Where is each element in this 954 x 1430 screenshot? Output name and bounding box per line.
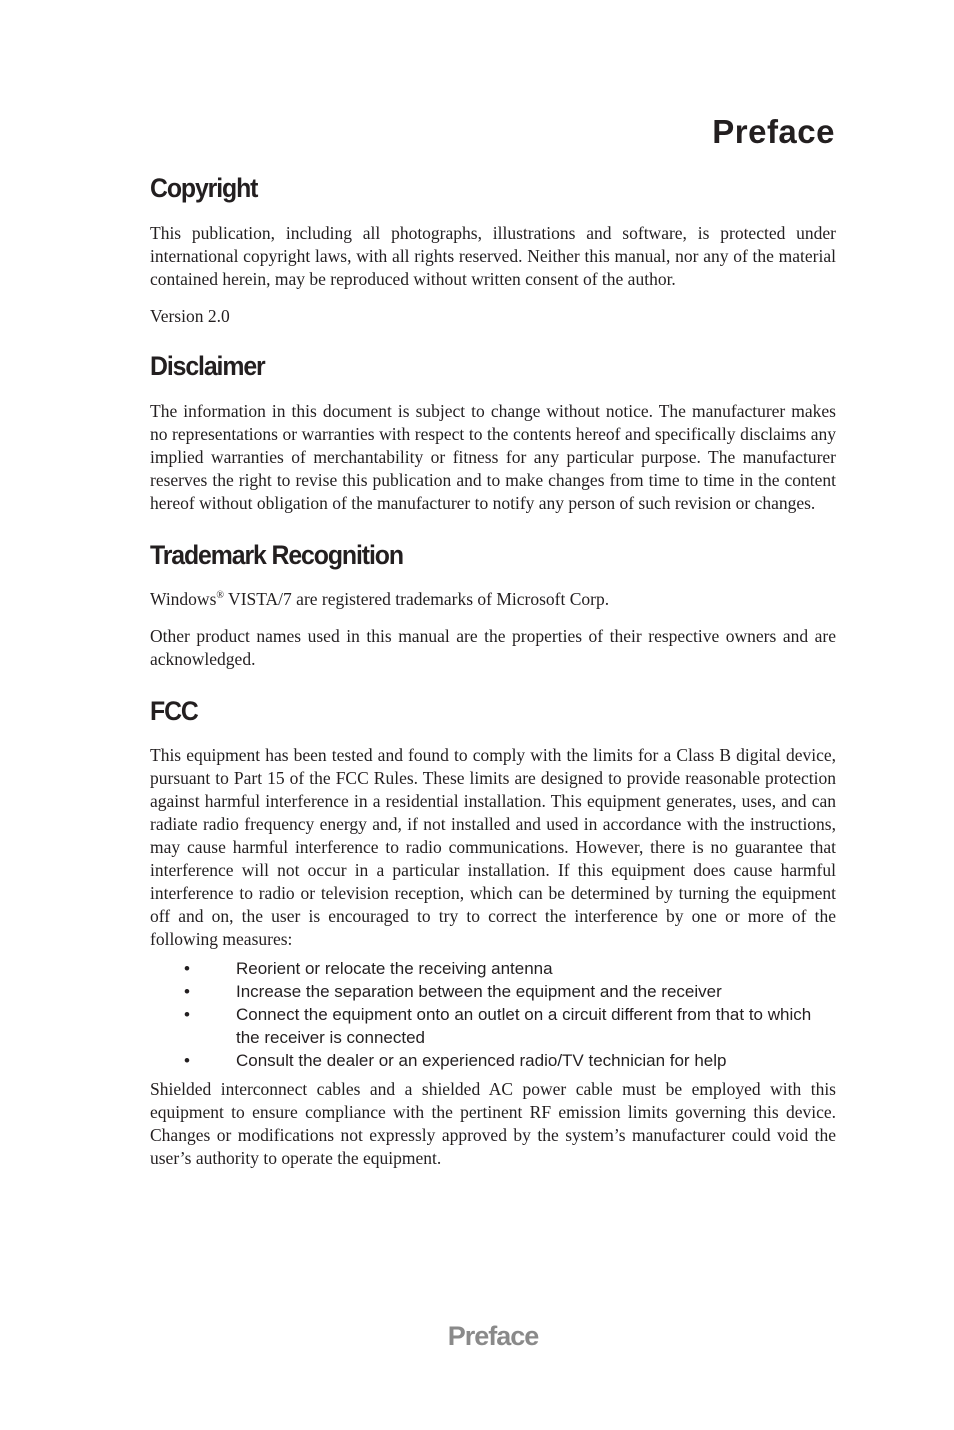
list-item-text: Reorient or relocate the receiving antenna xyxy=(236,959,553,978)
document-body xyxy=(150,170,836,1170)
list-item xyxy=(150,1003,836,1049)
list-item xyxy=(150,957,836,980)
trademark-paragraph-1 xyxy=(150,588,836,611)
bullet-icon: • xyxy=(184,982,190,1001)
fcc-measures-list xyxy=(150,957,836,1072)
fcc-heading: FCC xyxy=(150,696,198,726)
trademark-rest: VISTA/7 are registered trademarks of Microsoft Corp. xyxy=(224,589,610,609)
registered-mark: ® xyxy=(216,590,224,602)
bullet-icon: • xyxy=(184,1051,190,1070)
footer-title: Preface xyxy=(447,1321,539,1351)
list-item xyxy=(150,1049,836,1072)
fcc-paragraph-2: Shielded interconnect cables and a shielded AC power cable must be employed with this equipment to ensure compliance with the pertinent RF emission limits governing this device. Changes or modifications not expressly approved by the system’s manufacturer could void the user’s authority to operate the equipment. xyxy=(150,1079,836,1168)
bullet-icon: • xyxy=(184,1005,190,1024)
fcc-paragraph-1: This equipment has been tested and found to comply with the limits for a Class B digital device, pursuant to Part 15 of the FCC Rules. These limits are designed to provide reasonable protection against harmful interference in a residential installation. This equipment generates, uses, and can radiate radio frequency energy and, if not installed and used in accordance with the instructions, may cause harmful interference to radio communications. However, there is no guarantee that interference will not occur in a particular installation. If this equipment does cause harmful interference to radio or television reception, which can be determined by turning the equipment off and on, the user is encouraged to try to correct the interference by one or more of the following measures: xyxy=(150,745,836,949)
copyright-heading: Copyright xyxy=(150,173,258,203)
list-item xyxy=(150,980,836,1003)
list-item-text: Increase the separation between the equipment and the receiver xyxy=(236,982,722,1001)
list-item-text: Connect the equipment onto an outlet on a circuit different from that to which the receiver is connected xyxy=(236,1005,812,1047)
trademark-heading: Trademark Recognition xyxy=(150,540,403,570)
disclaimer-heading: Disclaimer xyxy=(150,351,265,381)
page-title: Preface xyxy=(712,113,835,150)
version-text: Version 2.0 xyxy=(150,306,230,326)
list-item-text: Consult the dealer or an experienced radio/TV technician for help xyxy=(236,1051,727,1070)
bullet-icon: • xyxy=(184,959,190,978)
windows-word: Windows xyxy=(150,589,217,609)
copyright-paragraph: This publication, including all photographs, illustrations and software, is protected under international copyright laws, with all rights reserved. Neither this manual, nor any of the material contained herein, may be reproduced without written consent of the author. xyxy=(150,223,836,289)
disclaimer-paragraph: The information in this document is subject to change without notice. The manufacturer makes no representations or warranties with respect to the contents hereof and specifically disclaims any implied warranties of merchantability or fitness for any particular purpose. The manufacturer reserves the right to revise this publication and to make changes from time to time in the content hereof without obligation of the manufacturer to notify any person of such revision or changes. xyxy=(150,401,836,513)
trademark-paragraph-2: Other product names used in this manual are the properties of their respective owners and are acknowledged. xyxy=(150,626,836,669)
